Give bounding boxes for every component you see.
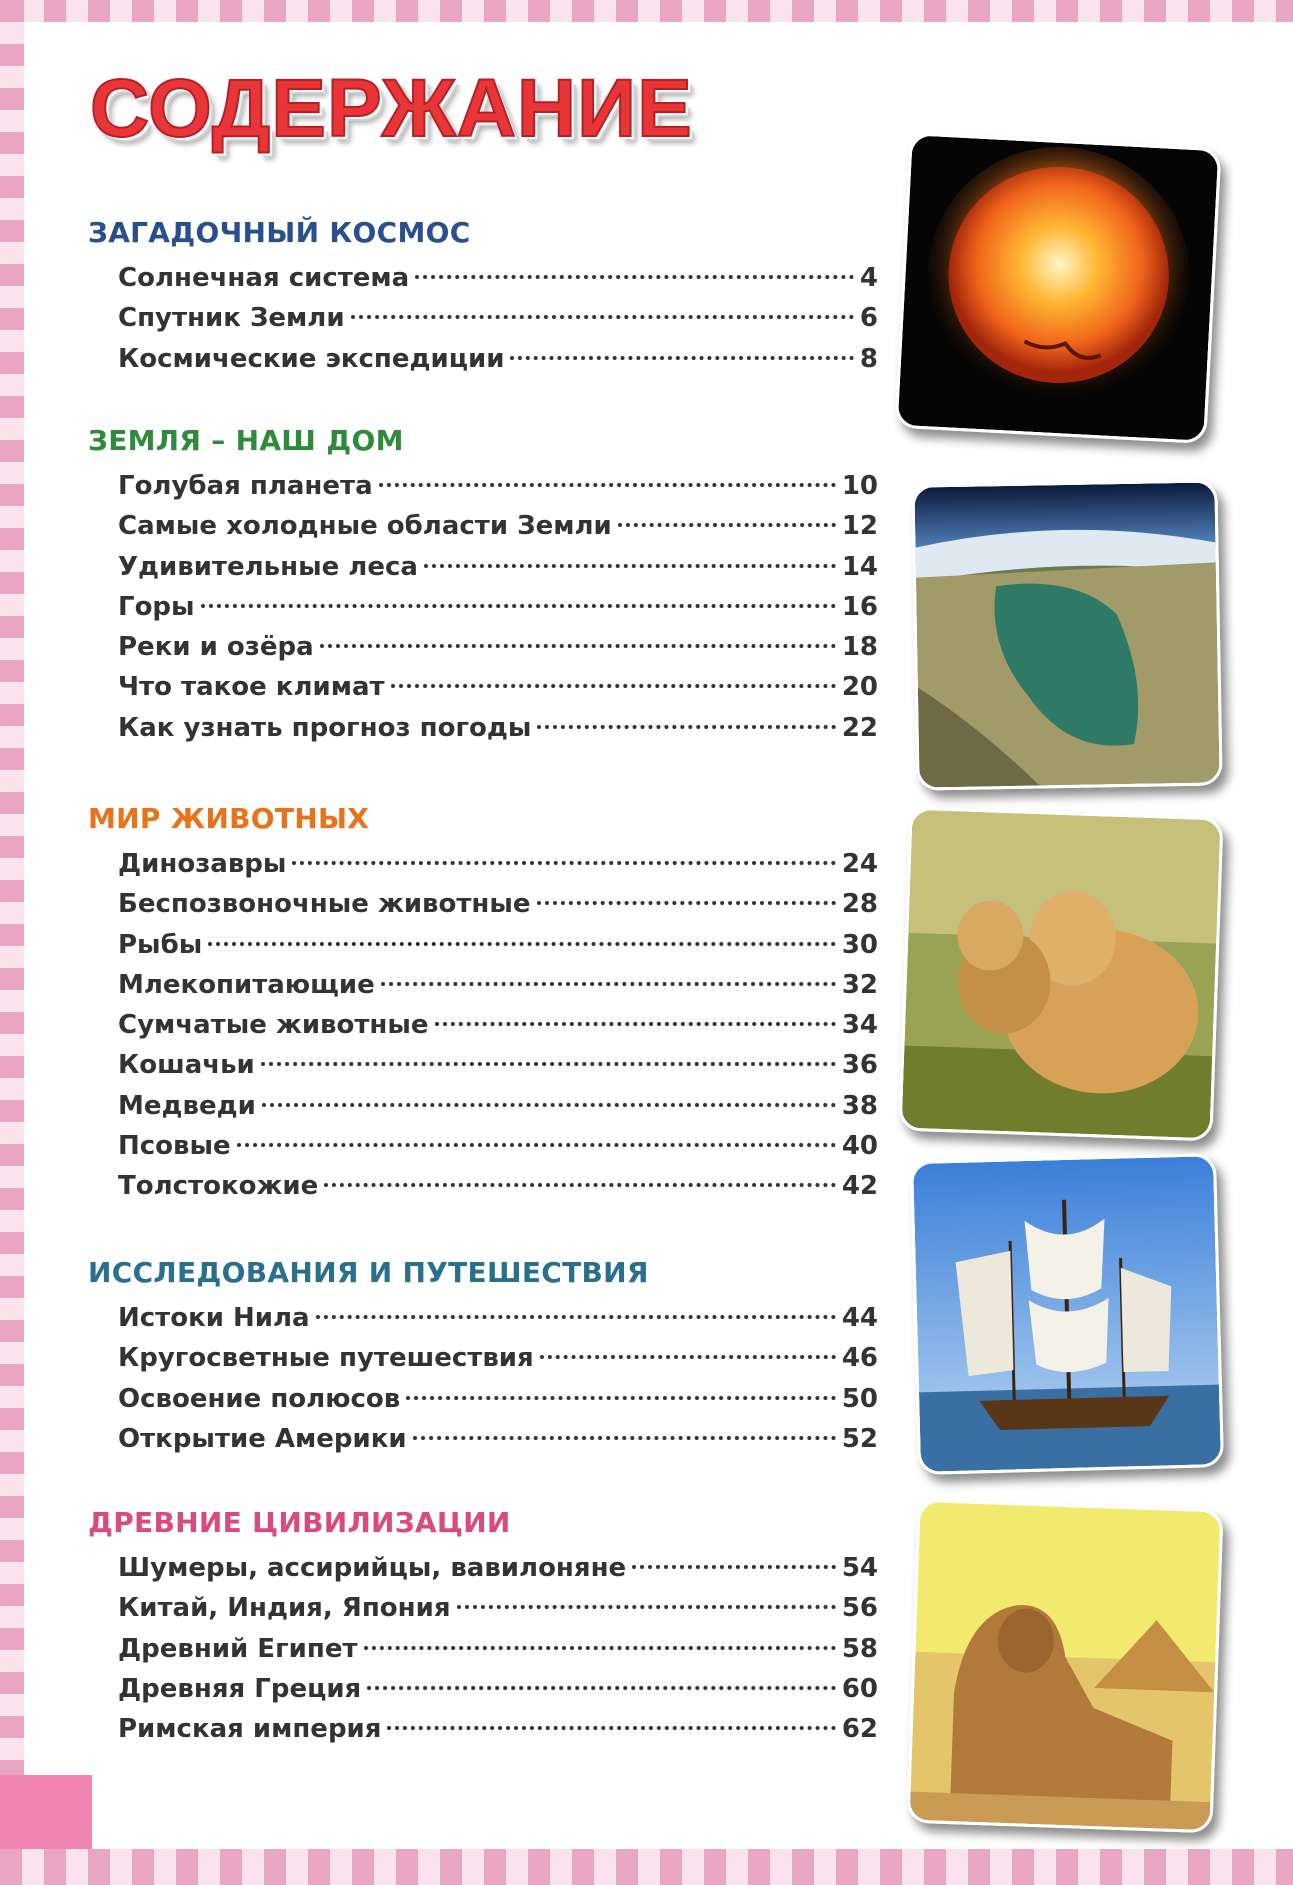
entry-page: 16 bbox=[841, 591, 878, 622]
toc-entry[interactable] bbox=[88, 884, 878, 924]
toc-entry[interactable] bbox=[88, 1669, 878, 1709]
toc-entry[interactable] bbox=[88, 506, 878, 546]
toc-entry[interactable] bbox=[88, 965, 878, 1005]
entry-label: Млекопитающие bbox=[118, 969, 375, 1000]
toc-entry[interactable] bbox=[88, 587, 878, 627]
entry-label: Голубая планета bbox=[118, 471, 373, 501]
section-exploration bbox=[88, 1254, 878, 1459]
entry-page: 58 bbox=[841, 1633, 878, 1664]
entry-page: 20 bbox=[841, 672, 878, 703]
section-animals bbox=[88, 800, 878, 1207]
dot-leader bbox=[387, 1726, 835, 1730]
dot-leader bbox=[364, 1646, 836, 1650]
dot-leader bbox=[537, 725, 835, 729]
entry-page: 12 bbox=[841, 511, 878, 542]
entry-page: 22 bbox=[841, 712, 878, 743]
dot-leader bbox=[391, 684, 836, 688]
entry-label: Римская империя bbox=[118, 1714, 382, 1745]
dot-leader bbox=[367, 1686, 836, 1690]
toc-entry[interactable] bbox=[88, 1338, 878, 1378]
section-title: ДРЕВНИЕ ЦИВИЛИЗАЦИИ bbox=[88, 1506, 511, 1539]
dot-leader bbox=[413, 1436, 836, 1440]
entry-page: 30 bbox=[841, 929, 878, 960]
toc-entry[interactable] bbox=[88, 1126, 878, 1166]
toc-entry[interactable] bbox=[88, 1005, 878, 1045]
toc-entry[interactable] bbox=[88, 1548, 878, 1588]
section-earth bbox=[88, 422, 878, 748]
dot-leader bbox=[379, 483, 836, 487]
corner-decoration bbox=[0, 1775, 92, 1849]
section-title: ЗЕМЛЯ – НАШ ДОМ bbox=[88, 424, 404, 457]
dot-leader bbox=[406, 1396, 836, 1400]
entry-label: Спутник Земли bbox=[118, 303, 345, 334]
entry-page: 62 bbox=[841, 1714, 878, 1745]
toc-entry[interactable] bbox=[88, 1166, 878, 1206]
lions-photo bbox=[898, 807, 1223, 1142]
toc-entry[interactable] bbox=[88, 627, 878, 667]
entry-page: 24 bbox=[841, 849, 878, 879]
entry-label: Кругосветные путешествия bbox=[118, 1343, 534, 1374]
entry-page: 34 bbox=[841, 1010, 878, 1041]
entry-label: Как узнать прогноз погоды bbox=[118, 712, 532, 743]
entry-page: 4 bbox=[859, 263, 878, 293]
dot-leader bbox=[261, 1062, 836, 1066]
entry-label: Космические экспедиции bbox=[118, 343, 505, 374]
dot-leader bbox=[262, 1103, 836, 1107]
entry-page: 14 bbox=[841, 551, 878, 582]
toc-entry[interactable] bbox=[88, 258, 878, 298]
toc-entry[interactable] bbox=[88, 1419, 878, 1459]
dot-leader bbox=[237, 1143, 836, 1147]
checkered-border-top bbox=[0, 0, 1293, 22]
entry-page: 36 bbox=[841, 1050, 878, 1081]
entry-page: 10 bbox=[841, 471, 878, 501]
entry-page: 38 bbox=[841, 1090, 878, 1121]
entry-page: 50 bbox=[841, 1383, 878, 1414]
dot-leader bbox=[292, 861, 835, 865]
entry-page: 60 bbox=[841, 1673, 878, 1704]
ship-photo bbox=[910, 1153, 1224, 1475]
entry-label: Самые холодные области Земли bbox=[118, 511, 612, 542]
section-ancient bbox=[88, 1504, 878, 1749]
toc-entry[interactable] bbox=[88, 298, 878, 338]
dot-leader bbox=[320, 644, 836, 648]
entry-label: Что такое климат bbox=[118, 672, 385, 703]
dot-leader bbox=[208, 942, 836, 946]
section-title: МИР ЖИВОТНЫХ bbox=[88, 802, 370, 835]
entry-page: 46 bbox=[841, 1343, 878, 1374]
toc-entry[interactable] bbox=[88, 547, 878, 587]
entry-label: Псовые bbox=[118, 1131, 231, 1162]
toc-entry[interactable] bbox=[88, 1709, 878, 1749]
entry-label: Кошачьи bbox=[118, 1050, 255, 1081]
entry-page: 42 bbox=[841, 1171, 878, 1202]
dot-leader bbox=[435, 1022, 836, 1026]
entry-label: Освоение полюсов bbox=[118, 1383, 401, 1414]
section-title: ИССЛЕДОВАНИЯ И ПУТЕШЕСТВИЯ bbox=[88, 1256, 649, 1289]
entry-page: 32 bbox=[841, 969, 878, 1000]
section-space bbox=[88, 214, 878, 379]
sun-photo bbox=[894, 132, 1221, 444]
toc-entry[interactable] bbox=[88, 466, 878, 506]
entry-label: Рыбы bbox=[118, 929, 203, 960]
dot-leader bbox=[537, 901, 836, 905]
dot-leader bbox=[510, 356, 853, 360]
dot-leader bbox=[201, 604, 836, 608]
entry-label: Китай, Индия, Япония bbox=[118, 1593, 451, 1624]
toc-entry[interactable] bbox=[88, 844, 878, 884]
entry-label: Древняя Греция bbox=[118, 1673, 362, 1704]
toc-entry[interactable] bbox=[88, 1629, 878, 1669]
toc-entry[interactable] bbox=[88, 1086, 878, 1126]
toc-entry[interactable] bbox=[88, 339, 878, 379]
entry-page: 40 bbox=[841, 1131, 878, 1162]
toc-entry[interactable] bbox=[88, 667, 878, 707]
entry-label: Горы bbox=[118, 591, 195, 622]
entry-page: 8 bbox=[859, 343, 878, 374]
entry-page: 28 bbox=[841, 889, 878, 920]
dot-leader bbox=[618, 523, 836, 527]
toc-entry[interactable] bbox=[88, 1045, 878, 1085]
earth-photo bbox=[911, 479, 1222, 790]
dot-leader bbox=[381, 982, 836, 986]
entry-label: Динозавры bbox=[118, 849, 287, 879]
entry-label: Медведи bbox=[118, 1090, 256, 1121]
toc-entry[interactable] bbox=[88, 1379, 878, 1419]
entry-page: 44 bbox=[841, 1303, 878, 1333]
checkered-border-left bbox=[0, 0, 24, 1885]
toc-entry[interactable] bbox=[88, 708, 878, 748]
entry-page: 52 bbox=[841, 1423, 878, 1454]
entry-label: Открытие Америки bbox=[118, 1423, 407, 1454]
page-title: СОДЕРЖАНИЕ bbox=[90, 63, 693, 154]
dot-leader bbox=[316, 1315, 836, 1319]
dot-leader bbox=[351, 315, 854, 319]
toc-entry[interactable] bbox=[88, 1588, 878, 1628]
entry-label: Шумеры, ассирийцы, вавилоняне bbox=[118, 1553, 627, 1583]
entry-page: 18 bbox=[841, 632, 878, 663]
entry-label: Солнечная система bbox=[118, 263, 410, 293]
entry-page: 6 bbox=[859, 303, 878, 334]
contents-page bbox=[24, 22, 1293, 1849]
sphinx-photo bbox=[906, 1499, 1223, 1833]
entry-label: Удивительные леса bbox=[118, 551, 418, 582]
entry-label: Древний Египет bbox=[118, 1633, 358, 1664]
entry-label: Истоки Нила bbox=[118, 1303, 310, 1333]
entry-page: 56 bbox=[841, 1593, 878, 1624]
dot-leader bbox=[457, 1605, 836, 1609]
checkered-border-bottom bbox=[0, 1849, 1293, 1885]
dot-leader bbox=[324, 1183, 836, 1187]
dot-leader bbox=[415, 275, 854, 279]
dot-leader bbox=[424, 564, 836, 568]
dot-leader bbox=[632, 1565, 836, 1569]
section-title: ЗАГАДОЧНЫЙ КОСМОС bbox=[88, 216, 471, 249]
entry-label: Беспозвоночные животные bbox=[118, 889, 531, 920]
dot-leader bbox=[540, 1355, 836, 1359]
entry-label: Сумчатые животные bbox=[118, 1010, 429, 1041]
entry-label: Толстокожие bbox=[118, 1171, 319, 1202]
entry-label: Реки и озёра bbox=[118, 632, 314, 663]
toc-entry[interactable] bbox=[88, 925, 878, 965]
entry-page: 54 bbox=[841, 1553, 878, 1583]
toc-entry[interactable] bbox=[88, 1298, 878, 1338]
